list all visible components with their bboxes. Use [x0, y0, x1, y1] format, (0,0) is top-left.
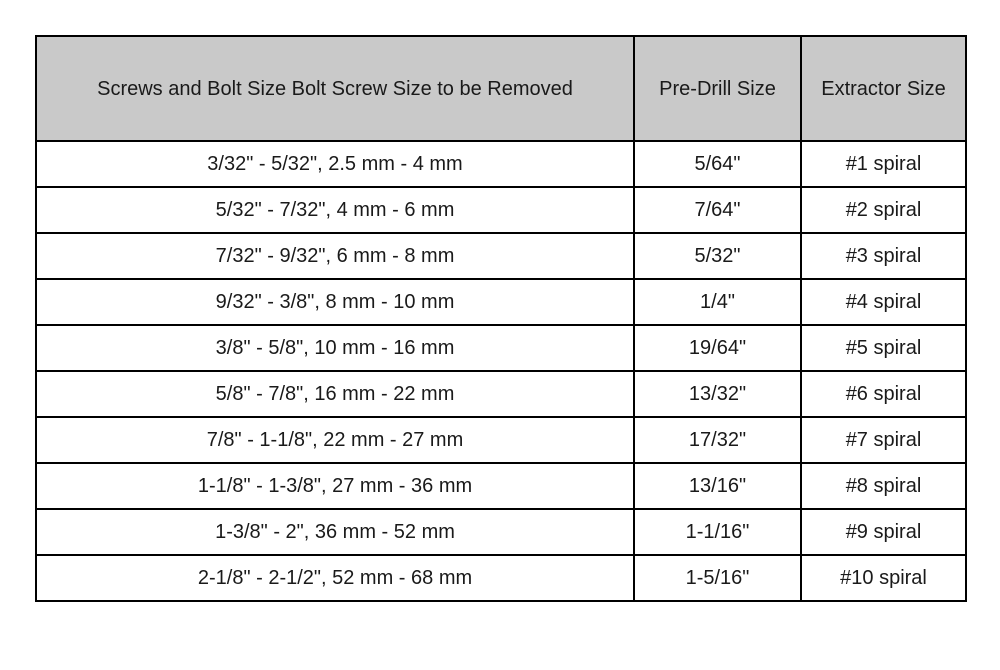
cell-extractor-size: #6 spiral: [801, 371, 966, 417]
cell-pre-drill-size: 5/32": [634, 233, 801, 279]
cell-bolt-size: 1-1/8" - 1-3/8", 27 mm - 36 mm: [36, 463, 634, 509]
cell-extractor-size: #4 spiral: [801, 279, 966, 325]
cell-bolt-size: 1-3/8" - 2", 36 mm - 52 mm: [36, 509, 634, 555]
cell-pre-drill-size: 13/32": [634, 371, 801, 417]
table-row: [36, 279, 966, 325]
extractor-size-table: [35, 35, 967, 602]
cell-extractor-size: #5 spiral: [801, 325, 966, 371]
column-header-pre-drill-size: Pre-Drill Size: [634, 36, 801, 141]
table-row: [36, 463, 966, 509]
cell-bolt-size: 3/32" - 5/32", 2.5 mm - 4 mm: [36, 141, 634, 187]
cell-bolt-size: 7/32" - 9/32", 6 mm - 8 mm: [36, 233, 634, 279]
table-row: [36, 141, 966, 187]
cell-pre-drill-size: 1-5/16": [634, 555, 801, 601]
cell-extractor-size: #7 spiral: [801, 417, 966, 463]
cell-bolt-size: 3/8" - 5/8", 10 mm - 16 mm: [36, 325, 634, 371]
column-header-extractor-size: Extractor Size: [801, 36, 966, 141]
cell-pre-drill-size: 5/64": [634, 141, 801, 187]
header-row: [36, 36, 966, 141]
table-row: [36, 187, 966, 233]
cell-extractor-size: #8 spiral: [801, 463, 966, 509]
cell-extractor-size: #9 spiral: [801, 509, 966, 555]
column-header-bolt-size: Screws and Bolt Size Bolt Screw Size to be Removed: [36, 36, 634, 141]
table-row: [36, 371, 966, 417]
cell-extractor-size: #3 spiral: [801, 233, 966, 279]
cell-extractor-size: #2 spiral: [801, 187, 966, 233]
cell-pre-drill-size: 19/64": [634, 325, 801, 371]
cell-pre-drill-size: 17/32": [634, 417, 801, 463]
cell-pre-drill-size: 13/16": [634, 463, 801, 509]
cell-bolt-size: 7/8" - 1-1/8", 22 mm - 27 mm: [36, 417, 634, 463]
cell-extractor-size: #1 spiral: [801, 141, 966, 187]
cell-bolt-size: 9/32" - 3/8", 8 mm - 10 mm: [36, 279, 634, 325]
table-row: [36, 555, 966, 601]
cell-pre-drill-size: 1-1/16": [634, 509, 801, 555]
table-row: [36, 325, 966, 371]
cell-pre-drill-size: 1/4": [634, 279, 801, 325]
table-row: [36, 509, 966, 555]
table-row: [36, 417, 966, 463]
cell-extractor-size: #10 spiral: [801, 555, 966, 601]
table-row: [36, 233, 966, 279]
cell-bolt-size: 5/32" - 7/32", 4 mm - 6 mm: [36, 187, 634, 233]
cell-bolt-size: 2-1/8" - 2-1/2", 52 mm - 68 mm: [36, 555, 634, 601]
cell-bolt-size: 5/8" - 7/8", 16 mm - 22 mm: [36, 371, 634, 417]
extractor-size-table-container: [35, 35, 967, 602]
cell-pre-drill-size: 7/64": [634, 187, 801, 233]
